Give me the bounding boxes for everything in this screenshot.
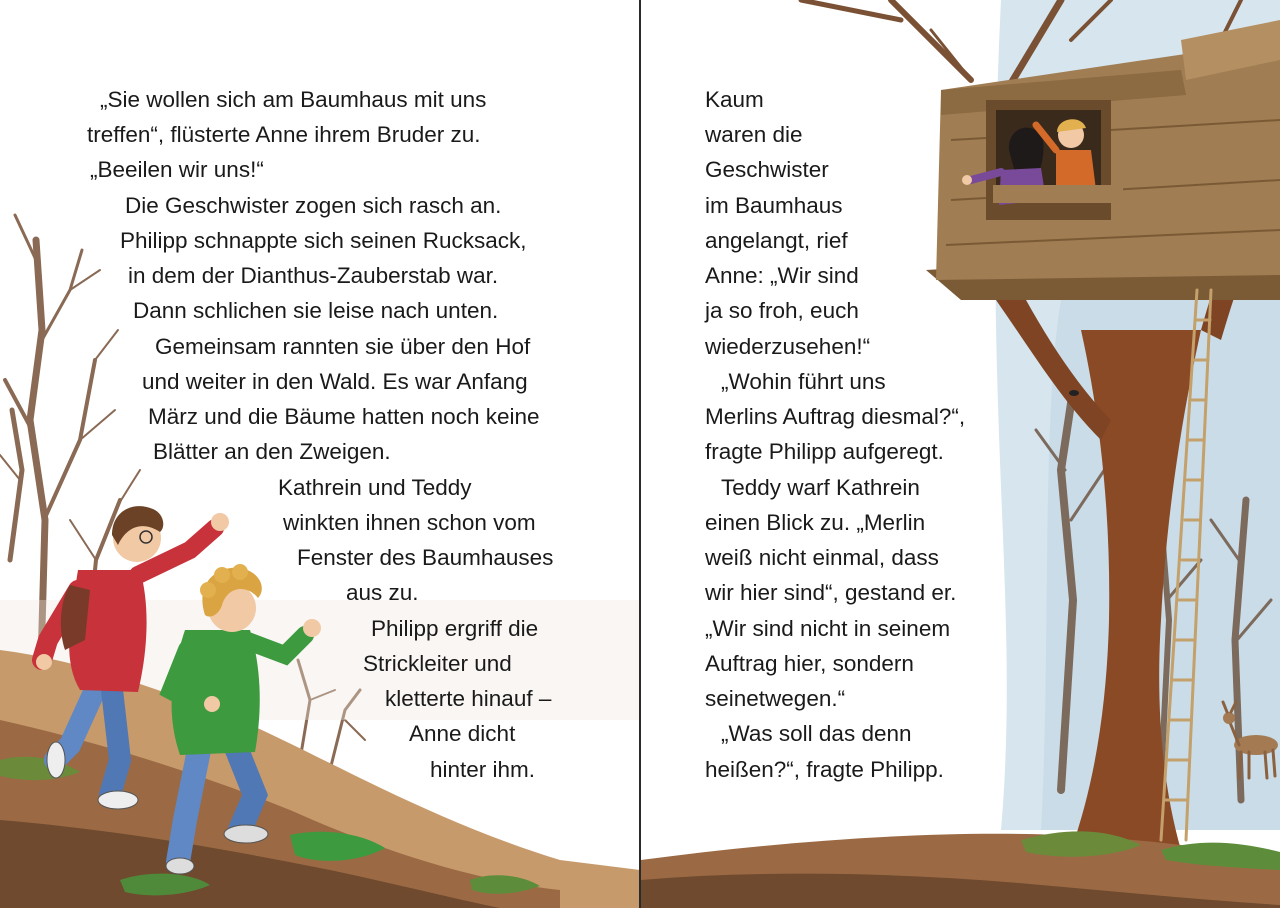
right-text-line: Geschwister	[705, 157, 829, 182]
left-text-line: treffen“, flüsterte Anne ihrem Bruder zu.	[87, 122, 481, 147]
bird	[1069, 390, 1079, 396]
left-text-line: Strickleiter und	[363, 651, 512, 676]
left-text-line: „Beeilen wir uns!“	[90, 157, 264, 182]
left-text-line: Fenster des Baumhauses	[297, 545, 554, 570]
right-text-line: heißen?“, fragte Philipp.	[705, 757, 944, 782]
right-text-line: ja so froh, euch	[705, 298, 859, 323]
left-text-line: März und die Bäume hatten noch keine	[148, 404, 540, 429]
right-text-line: „Wir sind nicht in seinem	[705, 616, 951, 641]
right-text-line: wiederzusehen!“	[705, 334, 871, 359]
left-text-line: hinter ihm.	[430, 757, 536, 782]
right-text-line: weiß nicht einmal, dass	[705, 545, 939, 570]
left-text-line: und weiter in den Wald. Es war Anfang	[142, 369, 528, 394]
left-text-line: Anne dicht	[409, 721, 516, 746]
right-text-line: „Was soll das denn	[721, 721, 912, 746]
right-text-line: einen Blick zu. „Merlin	[705, 510, 926, 535]
left-text-line: Philipp ergriff die	[371, 616, 539, 641]
right-text-line: wir hier sind“, gestand er.	[705, 580, 957, 605]
right-text-line: Merlins Auftrag diesmal?“,	[705, 404, 966, 429]
left-text-line: Kathrein und Teddy	[278, 475, 472, 500]
left-text-line: „Sie wollen sich am Baumhaus mit uns	[100, 87, 487, 112]
left-text-line: Dann schlichen sie leise nach unten.	[133, 298, 499, 323]
forest-floor	[641, 831, 1280, 908]
right-text-line: seinetwegen.“	[705, 686, 846, 711]
right-text-line: fragte Philipp aufgeregt.	[705, 439, 944, 464]
right-text-line: Anne: „Wir sind	[705, 263, 859, 288]
right-text-line: „Wohin führt uns	[721, 369, 886, 394]
left-text-line: winkten ihnen schon vom	[283, 510, 536, 535]
left-text-line: in dem der Dianthus-Zauberstab war.	[128, 263, 499, 288]
left-text-line: Philipp schnappte sich seinen Rucksack,	[120, 228, 527, 253]
left-text-line: Gemeinsam rannten sie über den Hof	[155, 334, 531, 359]
left-text-line: aus zu.	[346, 580, 419, 605]
left-text-line: kletterte hinauf –	[385, 686, 552, 711]
left-text-line: Die Geschwister zogen sich rasch an.	[125, 193, 502, 218]
right-text-line: angelangt, rief	[705, 228, 848, 253]
right-text-line: Auftrag hier, sondern	[705, 651, 914, 676]
right-page	[641, 0, 1280, 908]
right-text-line: Kaum	[705, 87, 764, 112]
right-text-line: Teddy warf Kathrein	[721, 475, 920, 500]
right-text-line: waren die	[705, 122, 803, 147]
left-text-line: Blätter an den Zweigen.	[153, 439, 391, 464]
right-text-line: im Baumhaus	[705, 193, 843, 218]
